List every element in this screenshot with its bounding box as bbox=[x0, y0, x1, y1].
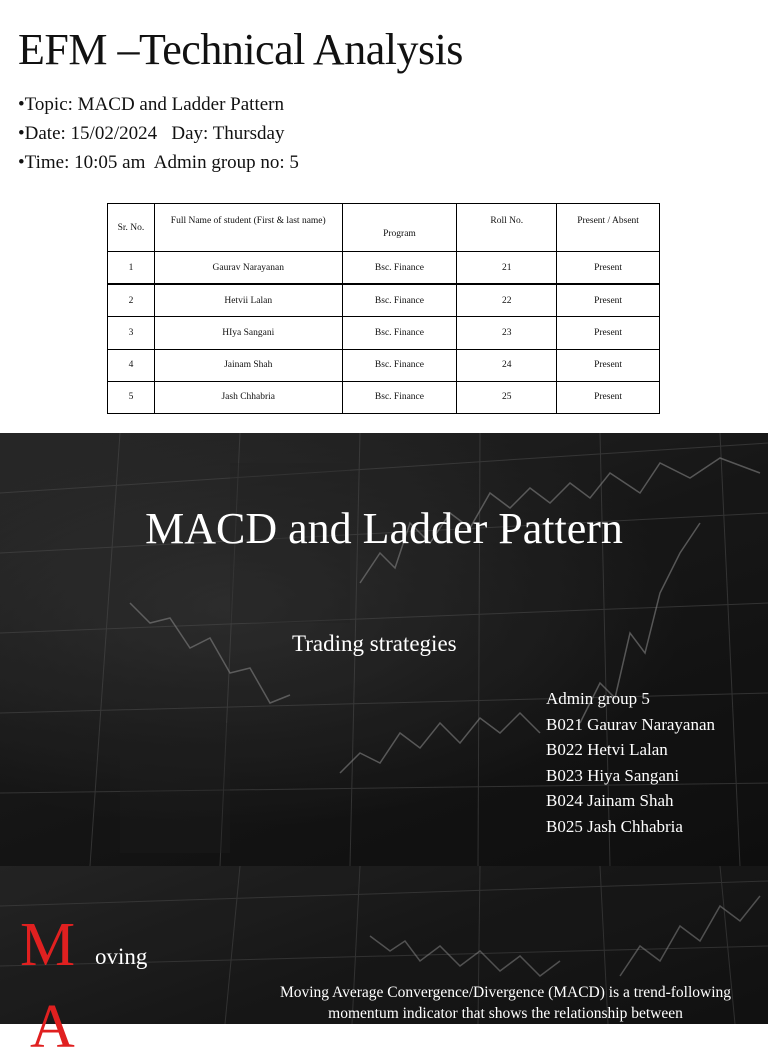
topic-line: •Topic: MACD and Ladder Pattern bbox=[18, 94, 284, 115]
cell-name: HIya Sangani bbox=[154, 317, 342, 349]
cell-roll-no: 22 bbox=[457, 284, 557, 317]
cell-sr-no: 1 bbox=[108, 252, 155, 285]
drop-cap-a: A bbox=[30, 993, 75, 1061]
table-row bbox=[108, 252, 660, 285]
date-line: •Date: 15/02/2024 Day: Thursday bbox=[18, 123, 285, 144]
list-item: B021 Gaurav Narayanan bbox=[546, 714, 715, 734]
header-full-name: Full Name of student (First & last name) bbox=[154, 204, 342, 252]
list-item: B025 Jash Chhabria bbox=[546, 816, 683, 836]
cell-name: Gaurav Narayanan bbox=[154, 252, 342, 285]
cell-program: Bsc. Finance bbox=[342, 252, 457, 285]
time-line: •Time: 10:05 am Admin group no: 5 bbox=[18, 152, 299, 173]
presentation-title-text: MACD and Ladder Pattern bbox=[145, 504, 623, 553]
heading-word-moving: oving bbox=[95, 944, 148, 969]
table-header-row bbox=[108, 204, 660, 252]
cell-status: Present bbox=[557, 381, 660, 413]
list-item: B023 Hiya Sangani bbox=[546, 765, 680, 785]
cell-status: Present bbox=[557, 284, 660, 317]
table-row bbox=[108, 284, 660, 317]
cell-sr-no: 2 bbox=[108, 284, 155, 317]
cell-sr-no: 3 bbox=[108, 317, 155, 349]
slide-3 bbox=[0, 866, 768, 1061]
cell-sr-no: 5 bbox=[108, 381, 155, 413]
cell-program: Bsc. Finance bbox=[342, 381, 457, 413]
list-item: Admin group 5 bbox=[546, 689, 650, 708]
drop-cap-m: M bbox=[20, 911, 76, 979]
table-row bbox=[108, 317, 660, 349]
slide-2 bbox=[0, 433, 768, 866]
cell-status: Present bbox=[557, 252, 660, 285]
macd-description: Moving Average Convergence/Divergence (MACD) is a trend-following momentum indicator that shows the relationship between bbox=[279, 984, 732, 1022]
cell-status: Present bbox=[557, 349, 660, 381]
cell-name: Jainam Shah bbox=[154, 349, 342, 381]
cell-status: Present bbox=[557, 317, 660, 349]
cell-program: Bsc. Finance bbox=[342, 349, 457, 381]
header-roll-no: Roll No. bbox=[457, 204, 557, 252]
cell-roll-no: 24 bbox=[457, 349, 557, 381]
list-item: B024 Jainam Shah bbox=[546, 791, 674, 811]
cell-sr-no: 4 bbox=[108, 349, 155, 381]
header-present-absent: Present / Absent bbox=[557, 204, 660, 252]
header-program: Program bbox=[342, 204, 457, 252]
cell-program: Bsc. Finance bbox=[342, 317, 457, 349]
cell-name: Hetvii Lalan bbox=[154, 284, 342, 317]
presentation-title bbox=[0, 503, 768, 554]
attendance-table bbox=[107, 203, 660, 414]
page-title: EFM –Technical Analysis bbox=[18, 25, 463, 74]
cell-roll-no: 23 bbox=[457, 317, 557, 349]
slide-1 bbox=[0, 0, 768, 433]
table-row bbox=[108, 381, 660, 413]
group-members-list bbox=[546, 686, 715, 840]
header-sr-no: Sr. No. bbox=[108, 204, 155, 252]
cell-roll-no: 21 bbox=[457, 252, 557, 285]
presentation-subtitle: Trading strategies bbox=[292, 631, 457, 656]
cell-program: Bsc. Finance bbox=[342, 284, 457, 317]
list-item: B022 Hetvi Lalan bbox=[546, 740, 668, 760]
cell-name: Jash Chhabria bbox=[154, 381, 342, 413]
table-row bbox=[108, 349, 660, 381]
cell-roll-no: 25 bbox=[457, 381, 557, 413]
